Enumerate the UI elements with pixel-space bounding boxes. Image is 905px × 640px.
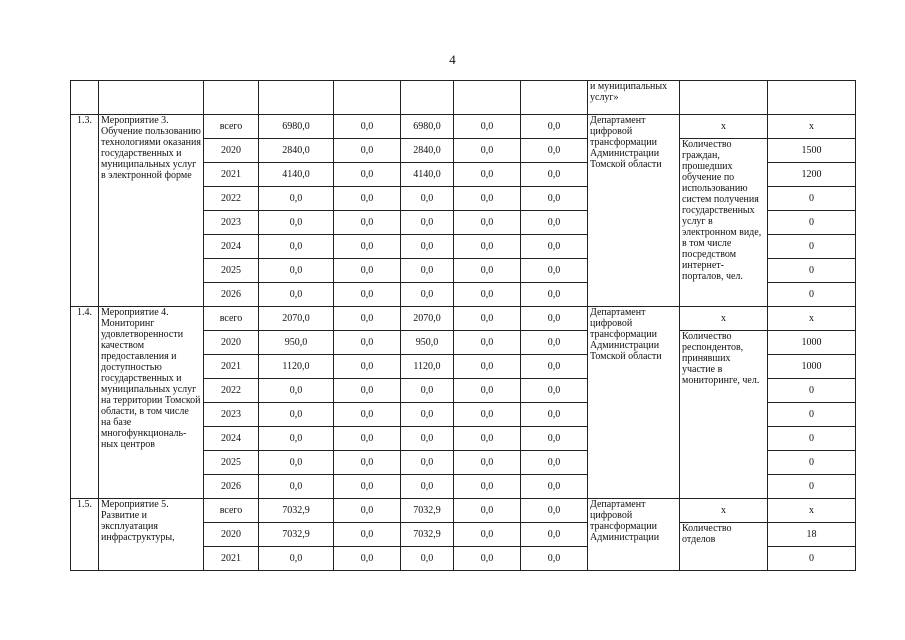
target-total-cell: х: [768, 499, 856, 523]
value-cell: 0,0: [259, 547, 334, 571]
year-cell: 2026: [204, 283, 259, 307]
value-cell: 0,0: [454, 475, 521, 499]
value-cell: 0,0: [401, 211, 454, 235]
year-cell: всего: [204, 499, 259, 523]
cell: [401, 81, 454, 115]
target-cell: 1500: [768, 139, 856, 163]
year-cell: 2025: [204, 451, 259, 475]
year-cell: 2026: [204, 475, 259, 499]
value-cell: 0,0: [521, 259, 588, 283]
target-cell: 0: [768, 451, 856, 475]
cell: [259, 81, 334, 115]
value-cell: 0,0: [334, 211, 401, 235]
measure-number: 1.3.: [71, 115, 99, 307]
value-cell: 6980,0: [259, 115, 334, 139]
value-cell: 0,0: [454, 379, 521, 403]
value-cell: 0,0: [454, 523, 521, 547]
value-cell: 0,0: [259, 235, 334, 259]
value-cell: 0,0: [401, 379, 454, 403]
value-cell: 7032,9: [259, 499, 334, 523]
value-cell: 0,0: [521, 139, 588, 163]
cell: [71, 81, 99, 115]
value-cell: 0,0: [401, 235, 454, 259]
value-cell: 0,0: [454, 283, 521, 307]
target-cell: 1000: [768, 331, 856, 355]
target-cell: 0: [768, 379, 856, 403]
year-cell: 2023: [204, 403, 259, 427]
value-cell: 0,0: [454, 259, 521, 283]
executor-cell: Департамент цифровой трансформации Администрации: [588, 499, 680, 571]
year-cell: 2021: [204, 163, 259, 187]
executor-cell: Департамент цифровой трансформации Администрации Томской области: [588, 115, 680, 307]
target-cell: 0: [768, 187, 856, 211]
value-cell: 0,0: [334, 163, 401, 187]
value-cell: 0,0: [334, 427, 401, 451]
year-cell: всего: [204, 115, 259, 139]
value-cell: 0,0: [334, 547, 401, 571]
value-cell: 0,0: [454, 451, 521, 475]
measure-number: 1.5.: [71, 499, 99, 571]
value-cell: 0,0: [259, 283, 334, 307]
page-number: 4: [449, 52, 456, 67]
value-cell: 1120,0: [259, 355, 334, 379]
value-cell: 0,0: [454, 427, 521, 451]
value-cell: 0,0: [259, 427, 334, 451]
table-row: [71, 115, 856, 139]
value-cell: 0,0: [454, 163, 521, 187]
year-cell: 2023: [204, 211, 259, 235]
value-cell: 0,0: [521, 163, 588, 187]
value-cell: 0,0: [521, 331, 588, 355]
value-cell: 0,0: [454, 331, 521, 355]
value-cell: 0,0: [334, 475, 401, 499]
value-cell: 0,0: [521, 403, 588, 427]
target-cell: 0: [768, 475, 856, 499]
value-cell: 4140,0: [401, 163, 454, 187]
value-cell: 0,0: [334, 499, 401, 523]
value-cell: 0,0: [334, 259, 401, 283]
value-cell: 0,0: [454, 403, 521, 427]
cell: [334, 81, 401, 115]
value-cell: 0,0: [259, 379, 334, 403]
target-total-cell: х: [768, 307, 856, 331]
indicator-cell: Количество граждан, прошедших обучение по использованию систем получения государственных услуг в электронном виде, в том числе посредством интернет-порталов, чел.: [680, 139, 768, 307]
value-cell: 0,0: [521, 523, 588, 547]
value-cell: 0,0: [521, 475, 588, 499]
value-cell: 0,0: [334, 379, 401, 403]
cell: [454, 81, 521, 115]
value-cell: 0,0: [334, 115, 401, 139]
value-cell: 0,0: [454, 355, 521, 379]
value-cell: 0,0: [401, 283, 454, 307]
target-cell: 0: [768, 547, 856, 571]
target-cell: 1200: [768, 163, 856, 187]
cell: [204, 81, 259, 115]
target-cell: 0: [768, 283, 856, 307]
value-cell: 0,0: [401, 403, 454, 427]
cell: [768, 81, 856, 115]
year-cell: 2024: [204, 235, 259, 259]
value-cell: 0,0: [454, 307, 521, 331]
measure-name: Мероприятие 4. Мониторинг удовлетворенности качеством предоставления и доступностью государственных и муниципальных услуг на территории Томской области, в том числе на базе многофункциональ-ных центров: [99, 307, 204, 499]
year-cell: 2024: [204, 427, 259, 451]
value-cell: 7032,9: [259, 523, 334, 547]
program-table: [70, 80, 856, 571]
value-cell: 2840,0: [259, 139, 334, 163]
continuation-row: [71, 81, 856, 115]
cell: [99, 81, 204, 115]
value-cell: 0,0: [521, 547, 588, 571]
continuation-text: и муниципальных услуг»: [588, 81, 680, 115]
target-cell: 1000: [768, 355, 856, 379]
value-cell: 0,0: [259, 211, 334, 235]
value-cell: 2070,0: [259, 307, 334, 331]
value-cell: 2840,0: [401, 139, 454, 163]
value-cell: 0,0: [259, 451, 334, 475]
year-cell: 2022: [204, 187, 259, 211]
year-cell: 2020: [204, 523, 259, 547]
value-cell: 7032,9: [401, 523, 454, 547]
target-cell: 0: [768, 427, 856, 451]
indicator-total-cell: х: [680, 307, 768, 331]
value-cell: 0,0: [334, 283, 401, 307]
measure-number: 1.4.: [71, 307, 99, 499]
value-cell: 0,0: [521, 307, 588, 331]
value-cell: 0,0: [521, 211, 588, 235]
value-cell: 1120,0: [401, 355, 454, 379]
value-cell: 0,0: [521, 499, 588, 523]
cell: [680, 81, 768, 115]
value-cell: 0,0: [401, 547, 454, 571]
value-cell: 0,0: [334, 523, 401, 547]
value-cell: 0,0: [401, 187, 454, 211]
target-cell: 0: [768, 211, 856, 235]
value-cell: 0,0: [259, 187, 334, 211]
value-cell: 0,0: [521, 427, 588, 451]
target-cell: 0: [768, 403, 856, 427]
value-cell: 6980,0: [401, 115, 454, 139]
year-cell: всего: [204, 307, 259, 331]
year-cell: 2020: [204, 139, 259, 163]
value-cell: 0,0: [454, 499, 521, 523]
value-cell: 0,0: [334, 451, 401, 475]
value-cell: 0,0: [259, 259, 334, 283]
target-total-cell: х: [768, 115, 856, 139]
value-cell: 0,0: [334, 187, 401, 211]
value-cell: 0,0: [454, 547, 521, 571]
value-cell: 0,0: [521, 115, 588, 139]
year-cell: 2021: [204, 355, 259, 379]
value-cell: 0,0: [401, 451, 454, 475]
value-cell: 2070,0: [401, 307, 454, 331]
year-cell: 2020: [204, 331, 259, 355]
value-cell: 0,0: [401, 475, 454, 499]
value-cell: 0,0: [259, 475, 334, 499]
value-cell: 0,0: [334, 307, 401, 331]
value-cell: 4140,0: [259, 163, 334, 187]
target-cell: 18: [768, 523, 856, 547]
target-cell: 0: [768, 235, 856, 259]
indicator-total-cell: х: [680, 115, 768, 139]
target-cell: 0: [768, 259, 856, 283]
value-cell: 0,0: [521, 379, 588, 403]
value-cell: 0,0: [521, 187, 588, 211]
year-cell: 2021: [204, 547, 259, 571]
measure-name: Мероприятие 5. Развитие и эксплуатация инфраструктуры,: [99, 499, 204, 571]
value-cell: 0,0: [334, 403, 401, 427]
value-cell: 0,0: [454, 187, 521, 211]
cell: [521, 81, 588, 115]
value-cell: 950,0: [401, 331, 454, 355]
value-cell: 0,0: [334, 139, 401, 163]
indicator-cell: Количество отделов: [680, 523, 768, 571]
measure-name: Мероприятие 3. Обучение пользованию технологиями оказания государственных и муниципальных услуг в электронной форме: [99, 115, 204, 307]
value-cell: 0,0: [334, 235, 401, 259]
year-cell: 2025: [204, 259, 259, 283]
value-cell: 7032,9: [401, 499, 454, 523]
executor-cell: Департамент цифровой трансформации Администрации Томской области: [588, 307, 680, 499]
value-cell: 0,0: [454, 139, 521, 163]
table-row: [71, 307, 856, 331]
value-cell: 0,0: [401, 259, 454, 283]
year-cell: 2022: [204, 379, 259, 403]
indicator-cell: Количество респондентов, принявших участие в мониторинге, чел.: [680, 331, 768, 499]
value-cell: 0,0: [334, 355, 401, 379]
value-cell: 0,0: [334, 331, 401, 355]
table-row: [71, 499, 856, 523]
value-cell: 0,0: [521, 451, 588, 475]
value-cell: 0,0: [401, 427, 454, 451]
value-cell: 0,0: [259, 403, 334, 427]
value-cell: 0,0: [454, 211, 521, 235]
value-cell: 0,0: [521, 283, 588, 307]
value-cell: 0,0: [521, 235, 588, 259]
value-cell: 0,0: [521, 355, 588, 379]
value-cell: 0,0: [454, 115, 521, 139]
value-cell: 950,0: [259, 331, 334, 355]
indicator-total-cell: х: [680, 499, 768, 523]
value-cell: 0,0: [454, 235, 521, 259]
